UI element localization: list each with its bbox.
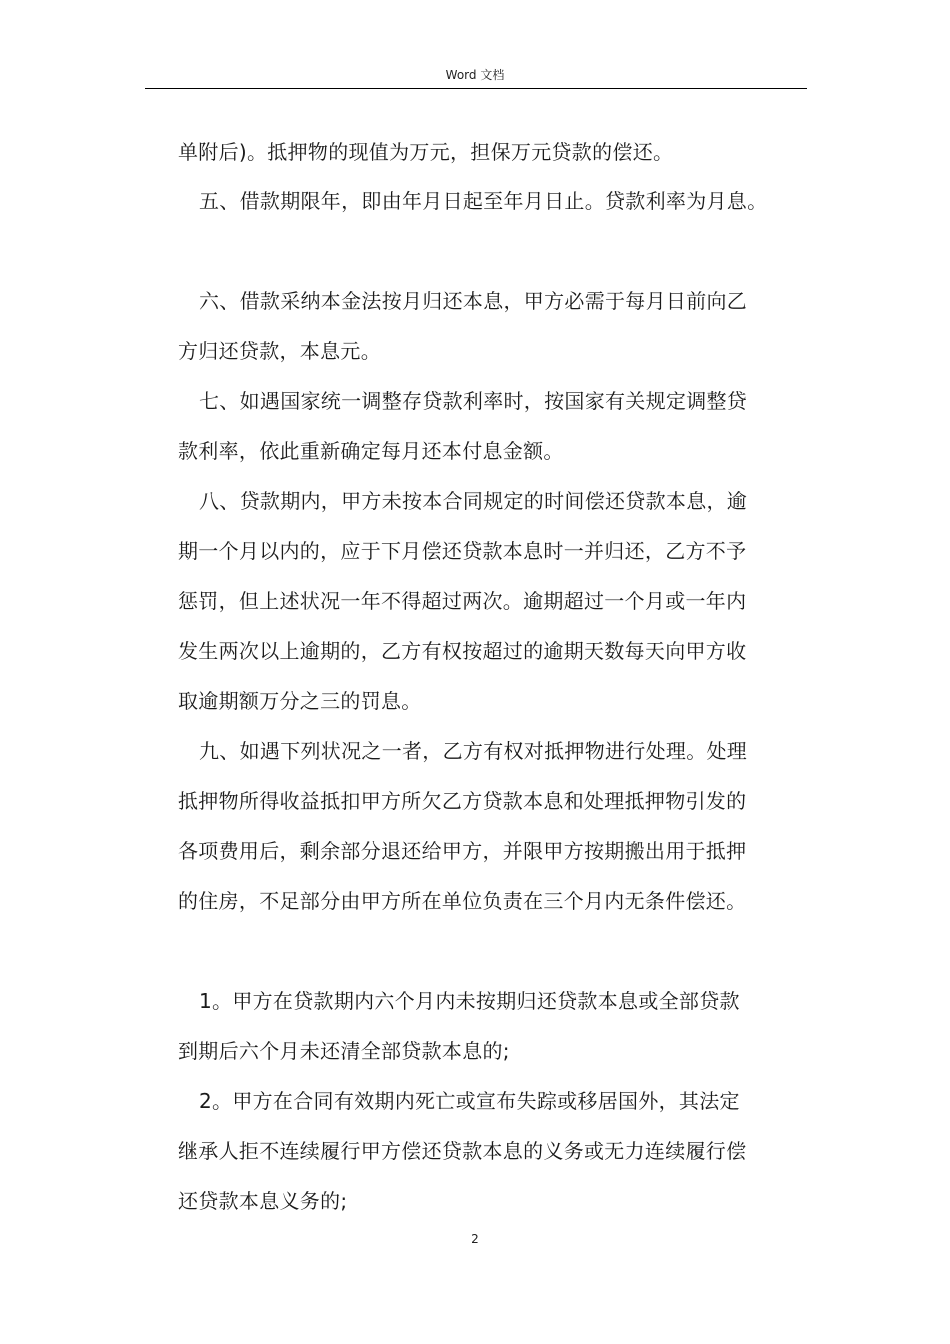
body-line: 方归还贷款，本息元。 [178,339,381,363]
body-line: 1。甲方在贷款期内六个月内未按期归还贷款本息或全部贷款 [199,989,740,1013]
body-line: 款利率，依此重新确定每月还本付息金额。 [178,439,564,463]
body-line: 六、借款采纳本金法按月归还本息，甲方必需于每月日前向乙 [199,289,748,313]
body-line: 发生两次以上逾期的，乙方有权按超过的逾期天数每天向甲方收 [178,639,747,663]
body-line: 抵押物所得收益抵扣甲方所欠乙方贷款本息和处理抵押物引发的 [178,789,747,813]
body-line: 五、借款期限年，即由年月日起至年月日止。贷款利率为月息。 [199,189,768,213]
body-line: 期一个月以内的，应于下月偿还贷款本息时一并归还，乙方不予 [178,539,747,563]
body-line: 继承人拒不连续履行甲方偿还贷款本息的义务或无力连续履行偿 [178,1139,747,1163]
body-line: 2。甲方在合同有效期内死亡或宣布失踪或移居国外，其法定 [199,1089,740,1113]
body-line: 各项费用后，剩余部分退还给甲方，并限甲方按期搬出用于抵押 [178,839,747,863]
body-line: 的住房，不足部分由甲方所在单位负责在三个月内无条件偿还。 [178,889,747,913]
body-line: 单附后)。抵押物的现值为万元，担保万元贷款的偿还。 [178,140,674,164]
body-line: 还贷款本息义务的; [178,1189,348,1213]
body-line: 八、贷款期内，甲方未按本合同规定的时间偿还贷款本息，逾 [199,489,748,513]
header-title: Word 文档 [445,68,505,82]
page-number: 2 [471,1232,479,1246]
body-line: 到期后六个月未还清全部贷款本息的; [178,1039,510,1063]
body-line: 取逾期额万分之三的罚息。 [178,689,422,713]
body-line: 九、如遇下列状况之一者，乙方有权对抵押物进行处理。处理 [199,739,748,763]
body-line: 惩罚，但上述状况一年不得超过两次。逾期超过一个月或一年内 [178,589,747,613]
body-line: 七、如遇国家统一调整存贷款利率时，按国家有关规定调整贷 [199,389,748,413]
header-divider [145,88,807,89]
